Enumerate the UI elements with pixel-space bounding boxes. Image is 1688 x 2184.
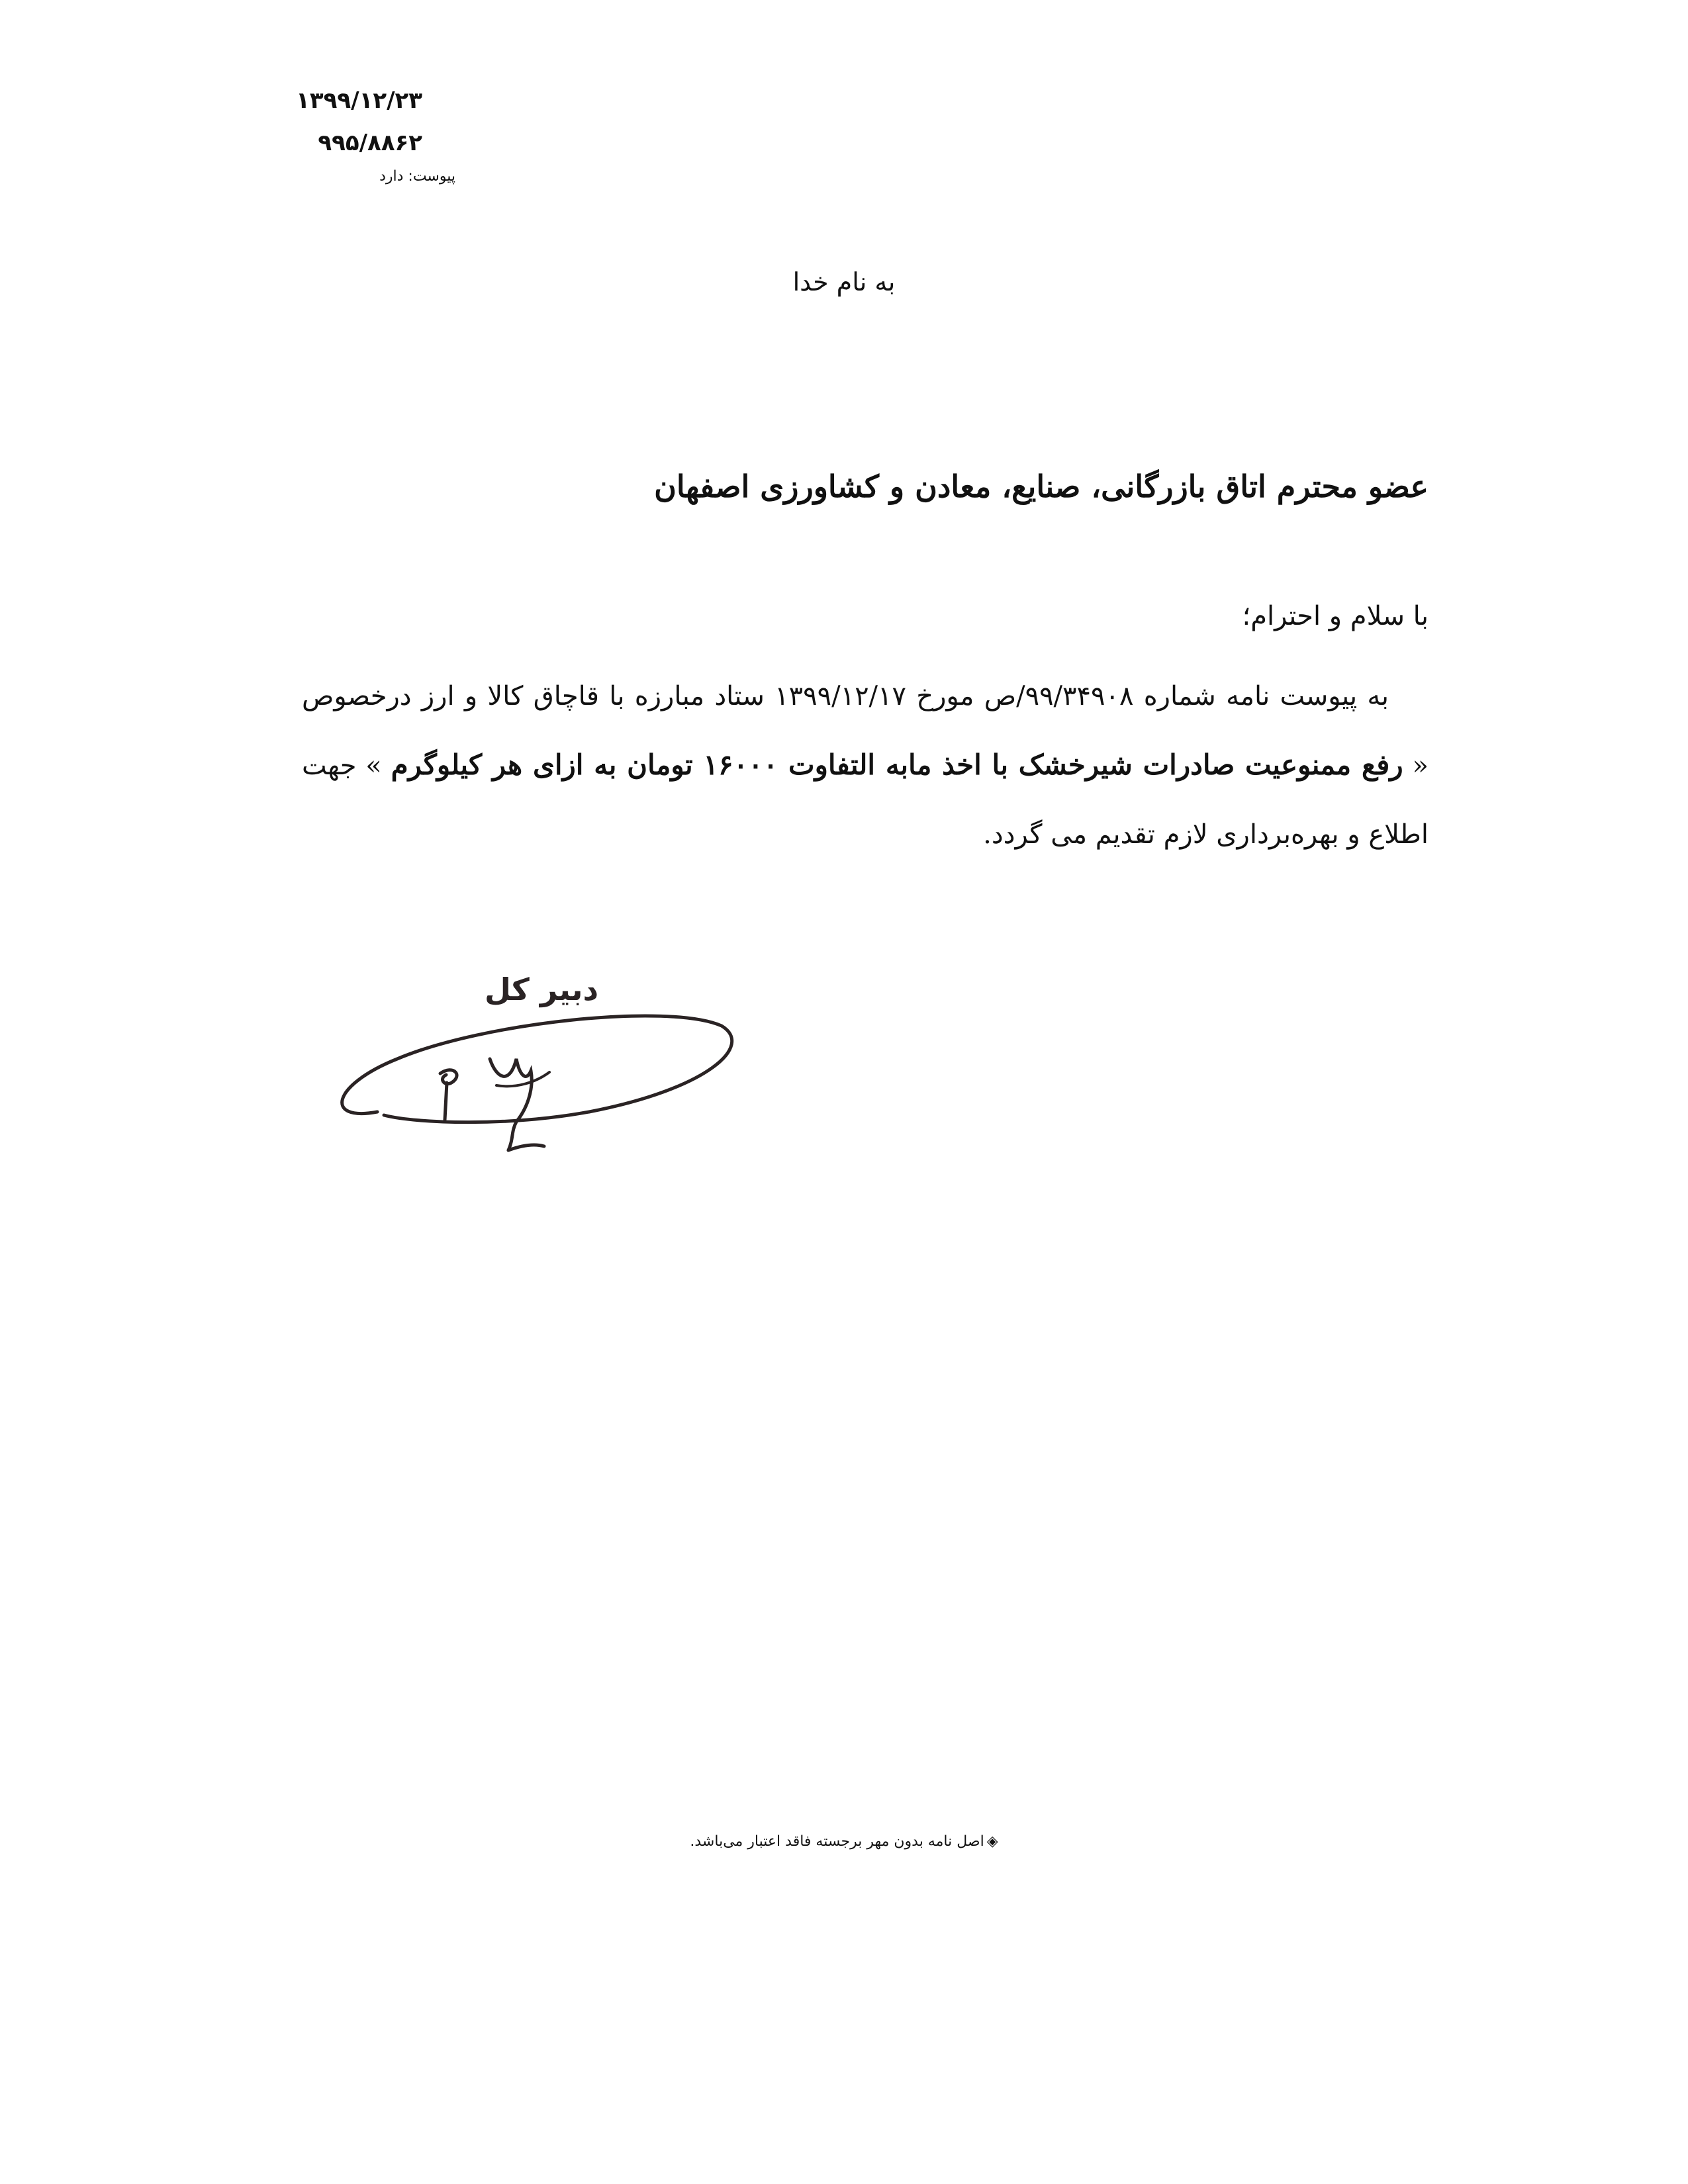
body-text-part1: به پیوست نامه شماره ۹۹/۳۴۹۰۸/ص مورخ ۱۳۹۹/۱۲/۱۷ ستاد مبارزه با قاچاق کالا و ارز درخصوص «: [302, 681, 1429, 781]
letter-date: ۱۳۹۹/۱۲/۲۳: [296, 87, 422, 114]
signature-block: [298, 860, 788, 1191]
handwritten-signature-icon: [298, 860, 788, 1191]
diamond-bullet-icon: ◈: [986, 1833, 998, 1850]
letter-body: [302, 662, 1429, 869]
letter-number: ۹۹۵/۸۸۶۲: [318, 130, 422, 156]
attachment-label: پیوست: دارد: [379, 168, 455, 185]
bismillah-heading: به نام خدا: [792, 267, 896, 296]
footer-note-text: اصل نامه بدون مهر برجسته فاقد اعتبار می‌باشد.: [690, 1833, 984, 1850]
recipient-heading: عضو محترم اتاق بازرگانی، صنایع، معادن و کشاورزی اصفهان: [654, 469, 1429, 504]
body-text-bold: رفع ممنوعیت صادرات شیرخشک با اخذ مابه التفاوت ۱۶۰۰۰ تومان به ازای هر کیلوگرم: [391, 749, 1403, 781]
footer-note: [0, 1833, 1688, 1850]
body-text-part2: » جهت اطلاع و بهره‌برداری لازم تقدیم می گردد.: [302, 751, 1429, 850]
greeting-line: با سلام و احترام؛: [1242, 601, 1429, 631]
signature-title: دبیر کل: [485, 972, 599, 1007]
